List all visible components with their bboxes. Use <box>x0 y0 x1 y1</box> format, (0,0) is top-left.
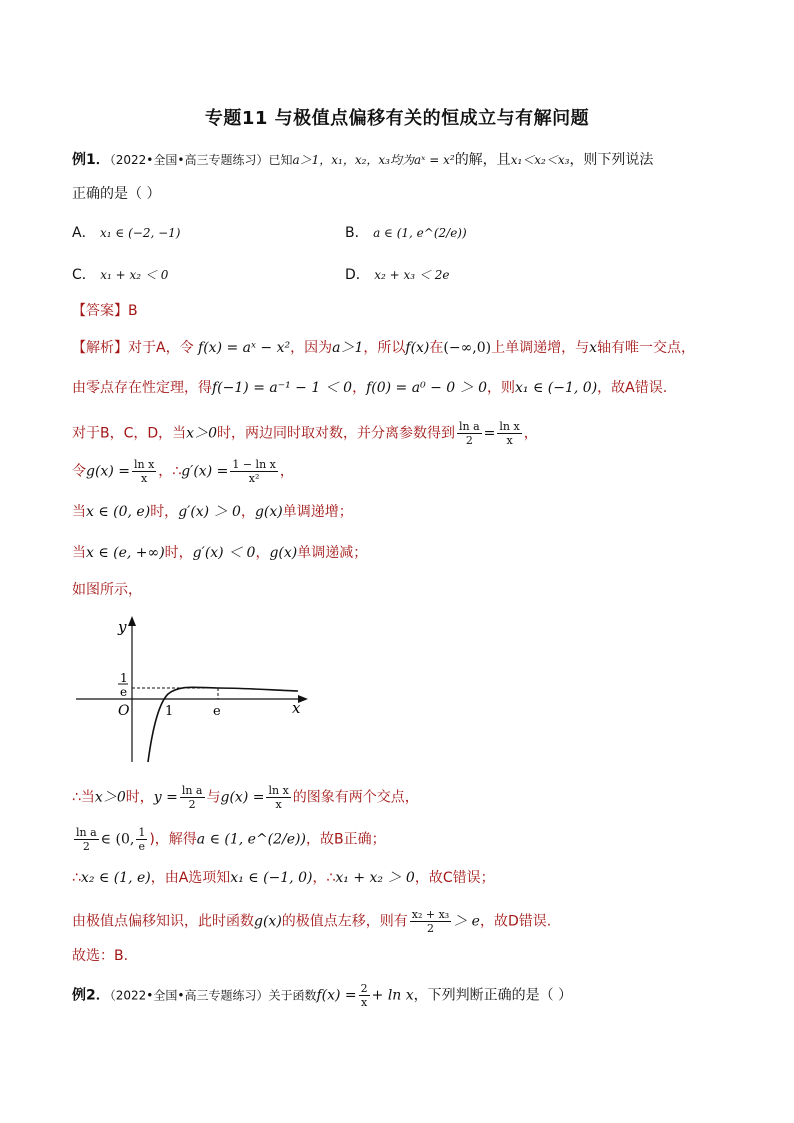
analysis-line-5 <box>72 502 353 522</box>
analysis-line-9 <box>72 826 386 853</box>
text: 时， <box>125 789 154 806</box>
math: g′(x) ＜ 0 <box>192 545 256 561</box>
text: ，则 <box>487 380 516 396</box>
fraction-2x <box>359 982 370 1009</box>
math: x₁ + x₂ ＞ 0 <box>335 870 415 886</box>
text: ， <box>255 545 270 561</box>
text: ，下列判断正确的是（ ） <box>413 987 573 1004</box>
equation: aˣ = x² <box>414 153 455 167</box>
denominator: x² <box>248 472 260 485</box>
example-1-source: （2022•全国•高三专题练习）已知 <box>109 153 293 167</box>
denominator: x <box>275 798 282 811</box>
math: f(x) = <box>316 987 357 1004</box>
fraction-lna <box>457 420 482 447</box>
numerator: ln a <box>76 826 97 839</box>
analysis-line-7: 如图所示， <box>72 582 142 598</box>
answer-line <box>72 301 138 321</box>
text: ，故A错误. <box>597 380 668 396</box>
text: 当 <box>72 545 86 561</box>
option-a <box>72 222 181 242</box>
text: 的极值点左移，则有 <box>281 913 408 930</box>
text: ， <box>240 504 255 520</box>
numerator: 2 <box>360 982 368 995</box>
text: ∴ <box>72 870 81 886</box>
text: 由零点存在性定理，得 <box>72 380 212 396</box>
example-1-stem <box>72 150 653 170</box>
denominator: 2 <box>188 798 196 811</box>
text: ， <box>279 463 294 480</box>
math: x₁ ∈ (−1, 0) <box>515 380 598 396</box>
fraction-lna <box>180 784 205 811</box>
denominator: 2 <box>465 434 473 447</box>
math: g(x) <box>254 504 283 520</box>
analysis-line-10 <box>72 868 495 888</box>
text: ，∴ <box>312 870 336 886</box>
text: 令 <box>72 463 86 480</box>
order-condition: x₁＜x₂＜x₃ <box>510 153 570 167</box>
math: x＞0 <box>94 789 126 806</box>
example-2-stem <box>72 982 572 1009</box>
text: 单调递减； <box>297 545 368 561</box>
tick-one-label: 1 <box>165 704 174 719</box>
text: ，∴ <box>158 463 182 480</box>
condition-text: 的解，且 <box>454 152 511 168</box>
text: 对于A，令 <box>128 340 194 356</box>
math: x₁ ∈ (−1, 0) <box>230 870 313 886</box>
fraction-derivative <box>230 458 278 485</box>
math: a＞1 <box>332 340 364 356</box>
denominator: 2 <box>82 840 90 853</box>
text: 轴有唯一交点， <box>597 340 695 356</box>
text: ∴当 <box>72 789 95 806</box>
numerator: ln a <box>181 784 203 797</box>
fraction-lnx <box>266 784 290 811</box>
text: 对于B，C，D，当 <box>72 425 187 442</box>
text: 时，两边同时取对数，并分离参数得到 <box>216 425 455 442</box>
text: 由极值点偏移知识，此时函数 <box>72 913 254 930</box>
math: a ∈ (1, e^(2/e)) <box>196 831 306 848</box>
text: ，故C错误； <box>414 870 495 886</box>
math: + ln x <box>371 987 414 1004</box>
math: g(x) = <box>220 789 265 806</box>
y-label: y <box>118 618 127 636</box>
y-axis-arrow <box>128 616 136 626</box>
denominator: x <box>361 996 368 1009</box>
option-a-label: A． <box>72 225 96 241</box>
denominator: e <box>138 840 146 853</box>
x-label: x <box>292 699 301 717</box>
text: ，因为 <box>290 340 333 356</box>
denominator: x <box>506 434 513 447</box>
math: g(x) <box>254 913 282 930</box>
math: ∈ (0, <box>100 831 135 848</box>
text: ， <box>523 425 538 442</box>
page-title: 专题11 与极值点偏移有关的恒成立与有解问题 <box>204 108 590 129</box>
analysis-line-1 <box>72 338 695 358</box>
option-b-text: a ∈ (1, e^(2/e)) <box>373 226 467 240</box>
tick-e-label: e <box>213 704 221 719</box>
text: ，故B正确； <box>305 831 386 848</box>
numerator: x₂ + x₃ <box>411 908 450 921</box>
math: ＞ e <box>453 913 480 930</box>
analysis-line-12: 故选：B. <box>72 948 129 964</box>
math: f(−1) = a⁻¹ − 1 ＜ 0 <box>212 380 353 396</box>
text: 时， <box>164 545 193 561</box>
numerator: ln x <box>133 458 155 471</box>
text: ，由A选项知 <box>150 870 231 886</box>
option-d <box>345 264 449 284</box>
numerator: 1 − ln x <box>232 458 276 471</box>
text: ，所以 <box>363 340 406 356</box>
numerator: ln x <box>499 420 520 433</box>
example-2-label: 例2． <box>72 987 110 1004</box>
math: x ∈ (0, e) <box>86 504 151 520</box>
numerator: ln x <box>268 784 289 797</box>
text: ，故D错误. <box>479 913 552 930</box>
option-b <box>345 222 467 242</box>
fraction-lna <box>74 826 99 853</box>
denominator: x <box>141 472 148 485</box>
text: 的图象有两个交点， <box>292 789 419 806</box>
text: ， <box>352 380 367 396</box>
analysis-line-8 <box>72 784 419 811</box>
numerator: ln a <box>458 420 480 433</box>
example-1-stem-line2: 正确的是（ ） <box>72 186 161 202</box>
math: g(x) = <box>86 463 130 480</box>
analysis-line-11 <box>72 908 551 935</box>
math: x <box>589 340 597 356</box>
stem-tail: ，则下列说法 <box>569 152 654 168</box>
math: y = <box>153 789 178 806</box>
example-1-label: 例1． <box>72 152 110 168</box>
text: 单调递增； <box>282 504 353 520</box>
option-d-text: x₂ + x₃ ＜ 2e <box>374 268 450 282</box>
math: g′(x) = <box>181 463 229 480</box>
condition-roots: x₁，x₂，x₃均为 <box>331 153 414 167</box>
fraction-1e <box>136 826 147 853</box>
origin-label: O <box>118 703 130 719</box>
frac-1e-denominator: e <box>120 685 128 699</box>
math: g(x) <box>269 545 298 561</box>
analysis-line-6 <box>72 543 367 563</box>
math: x₂ ∈ (1, e) <box>80 870 151 886</box>
example-2-source: （2022•全国•高三专题练习）关于函数 <box>109 988 317 1003</box>
function-graph <box>72 612 312 772</box>
analysis-line-3: 对于B，C，D，当x＞0时，两边同时取对数，并分离参数得到 $\frac{\text{ln a}}{2}$ = $\frac{\text{ln x}}{x}$ ， <box>72 420 538 447</box>
fraction-x2x3 <box>410 908 451 935</box>
fraction-lnx <box>132 458 156 485</box>
option-c-text: x₁ + x₂ ＜ 0 <box>100 268 169 282</box>
analysis-label: 【解析】 <box>72 340 128 356</box>
frac-1e-numerator: 1 <box>120 671 128 685</box>
condition-a: a＞1， <box>292 153 332 167</box>
numerator: 1 <box>138 826 146 839</box>
math: g′(x) ＞ 0 <box>178 504 241 520</box>
text: )，解得 <box>149 831 197 848</box>
math: x＞0 <box>186 425 217 442</box>
text: 上单调递增，与 <box>491 340 590 356</box>
math: f(x) <box>405 340 430 356</box>
answer-value: B <box>128 303 138 319</box>
analysis-line-4 <box>72 458 294 485</box>
math: x ∈ (e, +∞) <box>86 545 165 561</box>
text: 与 <box>206 789 221 806</box>
math: (−∞,0) <box>443 340 492 356</box>
option-a-text: x₁ ∈ (−2, −1) <box>100 226 181 240</box>
analysis-line-2 <box>72 378 667 398</box>
text: 时， <box>150 504 179 520</box>
text: 当 <box>72 504 86 520</box>
denominator: 2 <box>427 922 434 935</box>
text: 在 <box>429 340 444 356</box>
math: f(0) = a⁰ − 0 ＞ 0 <box>366 380 488 396</box>
fraction-lnx <box>497 420 521 447</box>
answer-label: 【答案】 <box>72 303 128 319</box>
option-c-label: C． <box>72 267 96 283</box>
math: f(x) = aˣ − x² <box>198 340 291 356</box>
option-d-label: D． <box>345 267 370 283</box>
option-c <box>72 264 168 284</box>
option-b-label: B． <box>345 225 369 241</box>
